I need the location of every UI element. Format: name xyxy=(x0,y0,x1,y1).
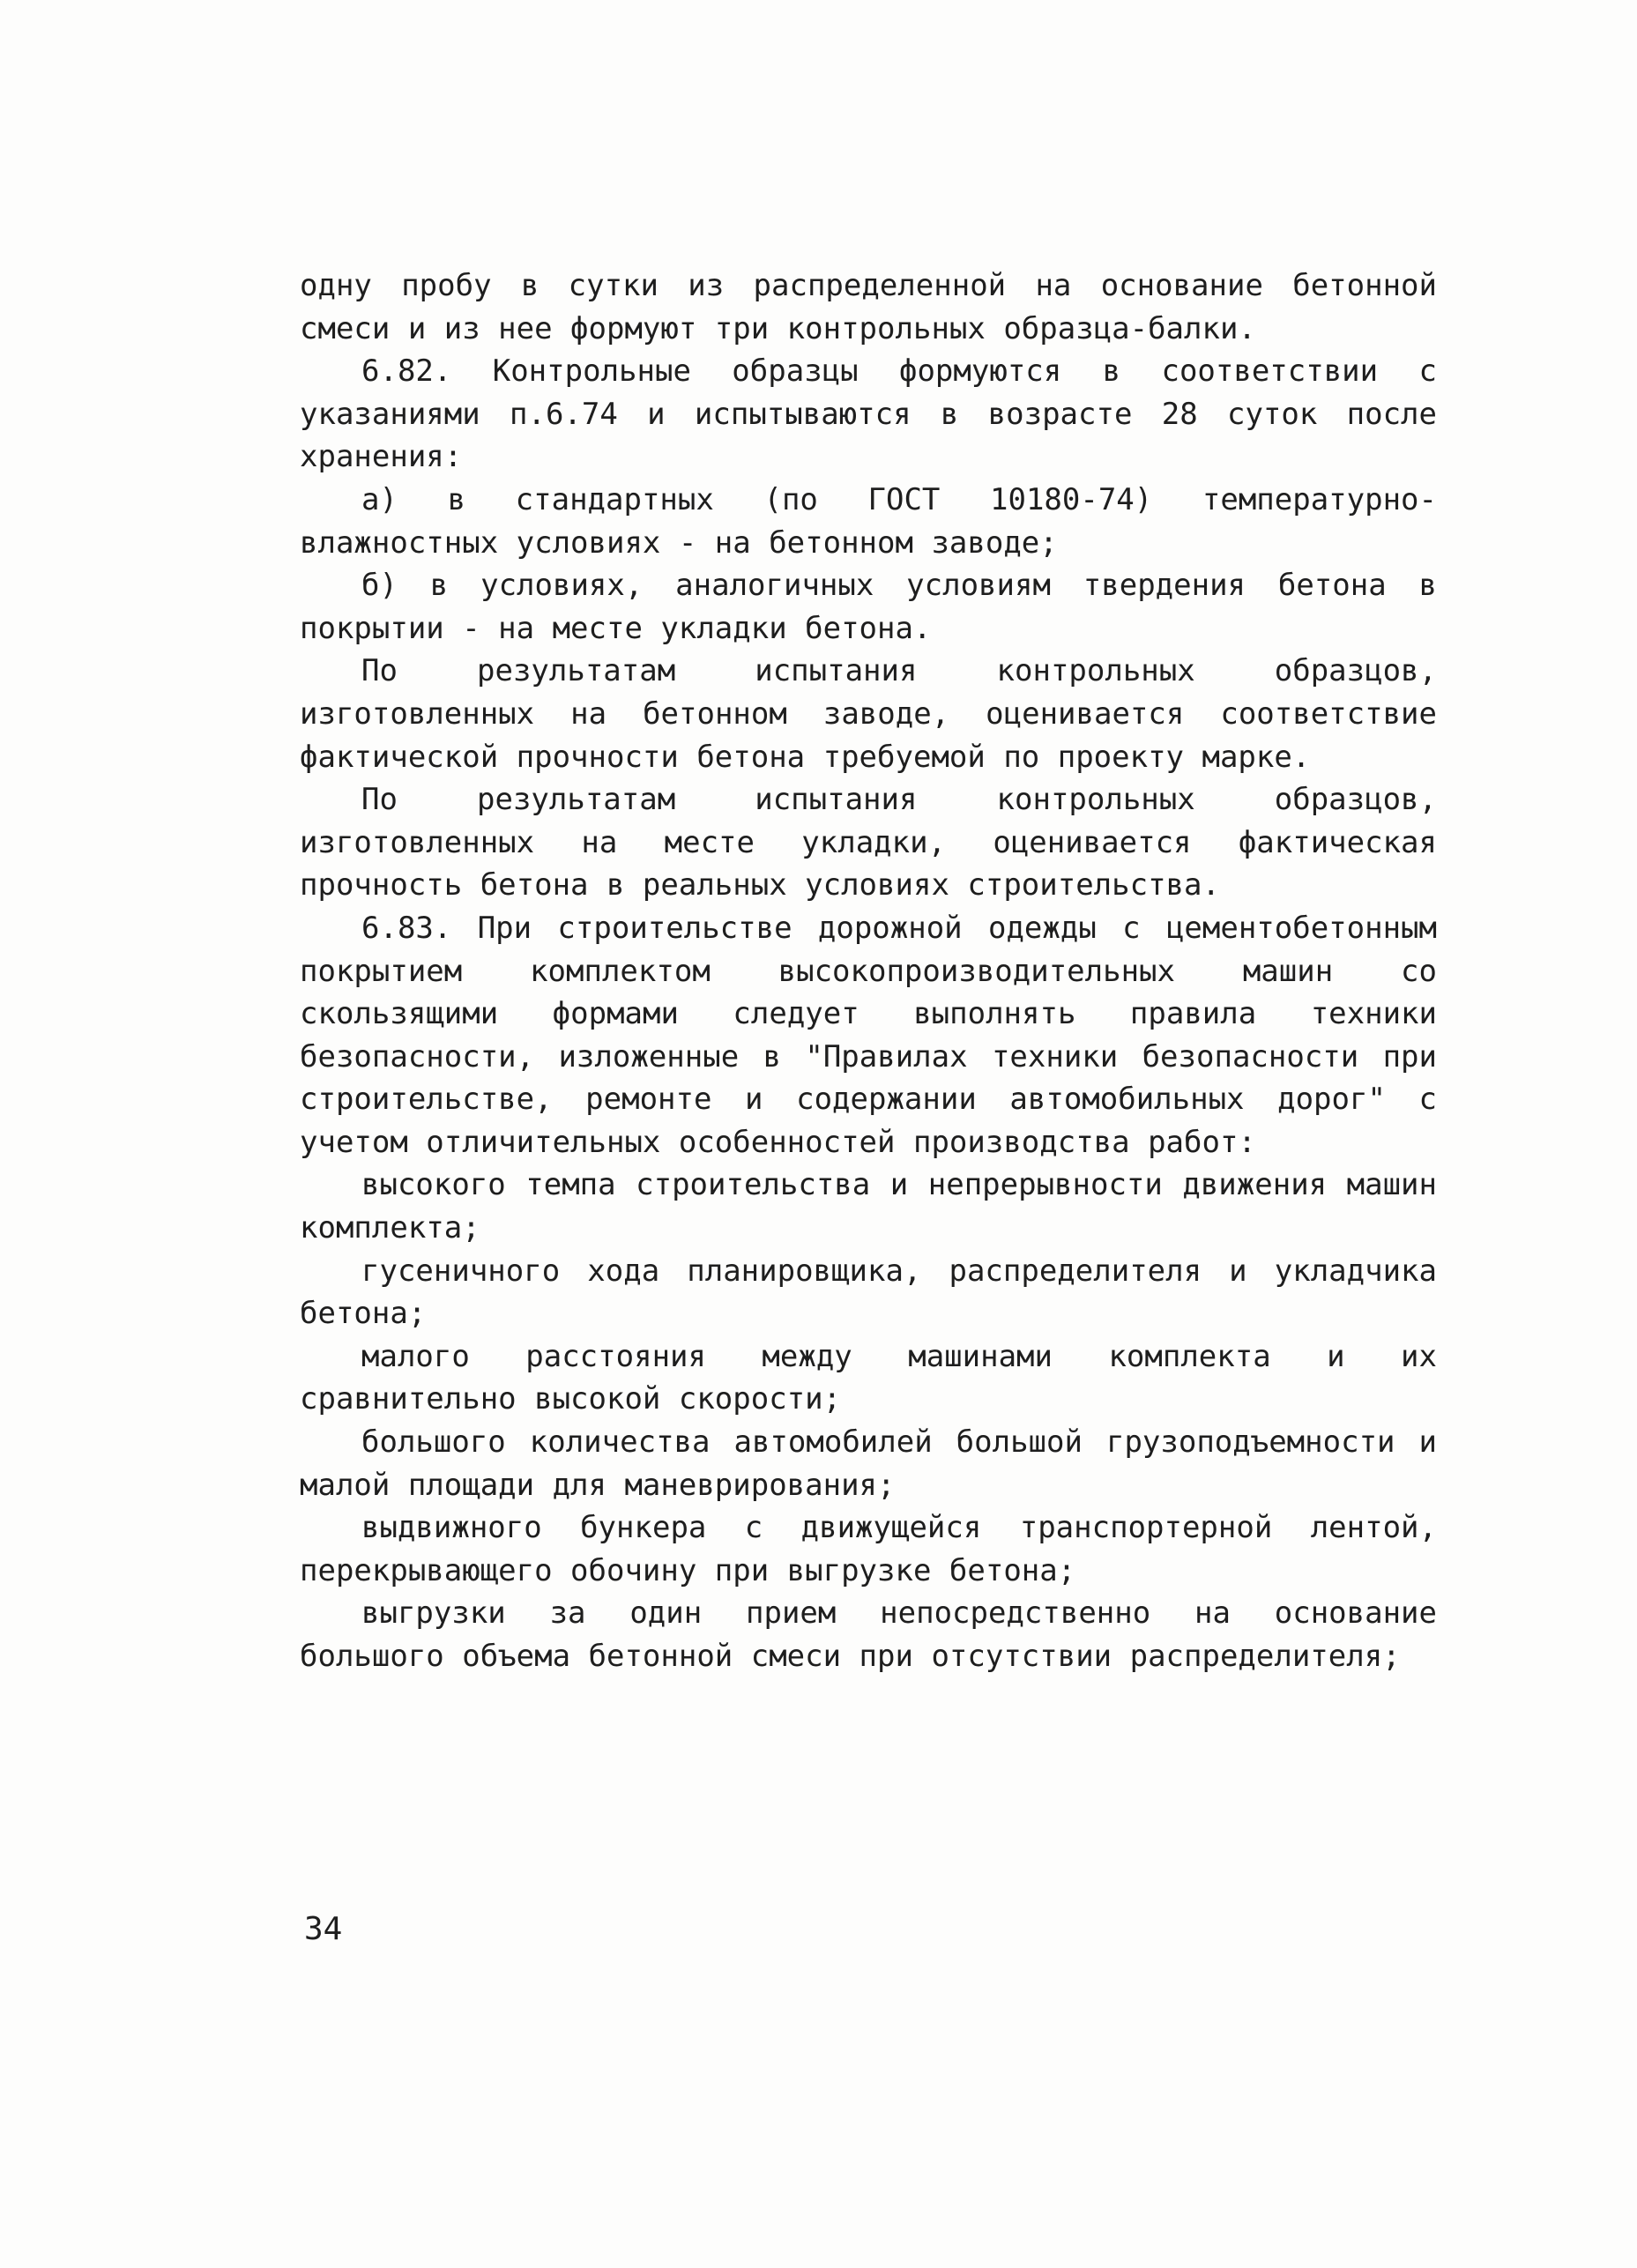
list-item-crawler: гусеничного хода планировщика, распределителя и укладчика бетона; xyxy=(300,1253,1437,1332)
list-item-distance: малого расстояния между машинами комплекта и их сравнительно высокой скорости; xyxy=(300,1338,1437,1417)
paragraph-6-82: 6.82. Контрольные образцы формуются в соответствии с указаниями п.6.74 и испытываются в возрасте 28 суток после хранения: xyxy=(300,353,1437,475)
page-body xyxy=(300,264,1437,1678)
paragraph-results-site: По результатам испытания контрольных образцов, изготовленных на месте укладки, оценивается фактическая прочность бетона в реальных условиях строительства. xyxy=(300,782,1437,903)
list-item-trucks: большого количества автомобилей большой грузоподъемности и малой площади для маневрирования; xyxy=(300,1424,1437,1503)
list-item-hopper: выдвижного бункера с движущейся транспортерной лентой, перекрывающего обочину при выгрузке бетона; xyxy=(300,1510,1437,1588)
list-item-tempo: высокого темпа строительства и непрерывности движения машин комплекта; xyxy=(300,1167,1437,1246)
paragraph-results-factory: По результатам испытания контрольных образцов, изготовленных на бетонном заводе, оценивается соответствие фактической прочности бетона требуемой по проекту марке. xyxy=(300,653,1437,775)
page-number: 34 xyxy=(304,1911,343,1947)
list-item-unloading: выгрузки за один прием непосредственно на основание большого объема бетонной смеси при отсутствии распределителя; xyxy=(300,1595,1437,1674)
paragraph-continuation: одну пробу в сутки из распределенной на основание бетонной смеси и из нее формуют три контрольных образца-балки. xyxy=(300,268,1437,346)
list-item-b: б) в условиях, аналогичных условиям твердения бетона в покрытии - на месте укладки бетона. xyxy=(300,568,1437,646)
list-item-a: а) в стандартных (по ГОСТ 10180-74) температурно-влажностных условиях - на бетонном заводе; xyxy=(300,481,1437,561)
paragraph-6-83: 6.83. При строительстве дорожной одежды с цементобетонным покрытием комплектом высокопроизводительных машин со скользящими формами следует выполнять правила техники безопасности, изложенные в "Правилах техники безопасности при строительстве, ремонте и содержании автомобильных дорог" с учетом отличительных особенностей производства работ: xyxy=(300,910,1437,1160)
